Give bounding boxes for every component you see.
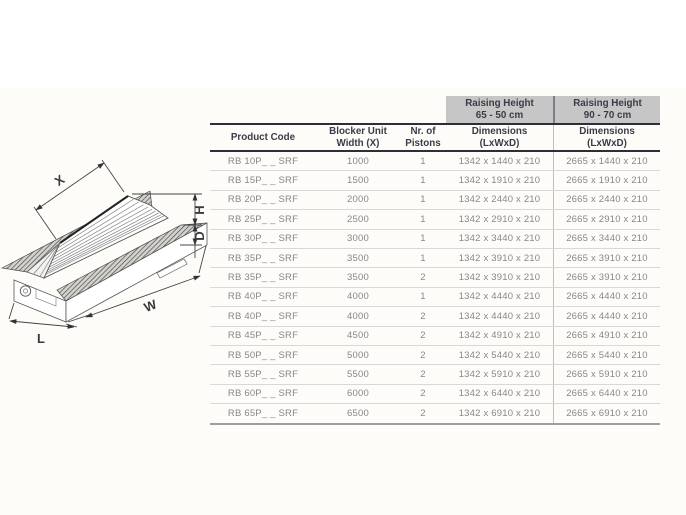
table-row	[210, 346, 660, 365]
cell-product-code: RB 55P_ _ SRF	[227, 368, 299, 380]
cell-dimensions-90-70: 2665 x 3910 x 210	[553, 268, 660, 286]
column-header-line2: Width (X)	[336, 137, 380, 149]
cell-product-code: RB 50P_ _ SRF	[227, 349, 299, 361]
table-row	[210, 210, 660, 229]
cell-pistons: 2	[420, 368, 426, 380]
cell-product-code: RB 40P_ _ SRF	[227, 291, 299, 303]
cell-product-code: RB 40P_ _ SRF	[227, 310, 299, 322]
cell-pistons: 1	[420, 155, 426, 167]
foundation-left-face	[14, 280, 66, 322]
cell-dimensions-65-50: 1342 x 5910 x 210	[458, 368, 541, 380]
cell-blocker-width: 4000	[347, 310, 369, 322]
cell-pistons: 2	[420, 330, 426, 342]
column-header-product-code	[210, 132, 316, 144]
table-row	[210, 152, 660, 171]
cell-pistons: 2	[420, 388, 426, 400]
cell-product-code: RB 65P_ _ SRF	[227, 408, 299, 420]
table-row	[210, 249, 660, 268]
cell-dimensions-65-50: 1342 x 3910 x 210	[458, 272, 541, 284]
group-header-line1: Raising Height	[465, 97, 534, 109]
cell-pistons: 1	[420, 291, 426, 303]
cell-dimensions-90-70: 2665 x 2910 x 210	[553, 210, 660, 228]
table-row	[210, 404, 660, 423]
column-header-blocker-width	[316, 126, 400, 149]
cell-pistons: 2	[420, 272, 426, 284]
cell-dimensions-90-70: 2665 x 5440 x 210	[553, 346, 660, 364]
table-row	[210, 230, 660, 249]
drawing-svg	[0, 150, 212, 352]
column-header-line1: Dimensions	[579, 126, 635, 137]
raising-height-header-row	[210, 96, 660, 123]
table-row	[210, 288, 660, 307]
cell-pistons: 2	[420, 310, 426, 322]
column-header-line1: Product Code	[230, 131, 296, 143]
table-row	[210, 365, 660, 384]
cell-dimensions-90-70: 2665 x 4440 x 210	[553, 307, 660, 325]
cell-dimensions-65-50: 1342 x 5440 x 210	[458, 349, 541, 361]
cell-blocker-width: 3500	[347, 272, 369, 284]
column-header-dimensions-90-70	[553, 125, 660, 150]
cell-dimensions-90-70: 2665 x 4440 x 210	[553, 288, 660, 306]
column-header-dimensions-65-50	[446, 126, 553, 149]
dimension-x-label: X	[51, 171, 68, 189]
cell-dimensions-65-50: 1342 x 6440 x 210	[458, 388, 541, 400]
cell-dimensions-90-70: 2665 x 6440 x 210	[553, 385, 660, 403]
cell-dimensions-65-50: 1342 x 3440 x 210	[458, 233, 541, 245]
column-header-line2: (LxWxD)	[587, 137, 627, 149]
cell-product-code: RB 35P_ _ SRF	[227, 252, 299, 264]
cell-dimensions-90-70: 2665 x 1910 x 210	[553, 171, 660, 189]
group-header-line1: Raising Height	[573, 97, 642, 109]
cell-pistons: 1	[420, 252, 426, 264]
cell-pistons: 1	[420, 194, 426, 206]
cell-pistons: 1	[420, 213, 426, 225]
table-row	[210, 268, 660, 287]
cell-product-code: RB 20P_ _ SRF	[227, 194, 299, 206]
spec-table	[210, 96, 660, 425]
cell-blocker-width: 3500	[347, 252, 369, 264]
column-header-pistons	[400, 126, 446, 149]
group-header-line2: 65 - 50 cm	[475, 109, 524, 121]
cell-product-code: RB 45P_ _ SRF	[227, 330, 299, 342]
cell-dimensions-65-50: 1342 x 6910 x 210	[458, 408, 541, 420]
cell-product-code: RB 30P_ _ SRF	[227, 233, 299, 245]
cell-product-code: RB 10P_ _ SRF	[227, 155, 299, 167]
cell-dimensions-90-70: 2665 x 4910 x 210	[553, 327, 660, 345]
cell-blocker-width: 6000	[347, 388, 369, 400]
dimension-h-label: H	[192, 205, 207, 215]
cell-blocker-width: 1500	[347, 175, 369, 187]
cell-dimensions-65-50: 1342 x 4440 x 210	[458, 291, 541, 303]
cell-product-code: RB 35P_ _ SRF	[227, 272, 299, 284]
cell-dimensions-65-50: 1342 x 4440 x 210	[458, 310, 541, 322]
cell-blocker-width: 3000	[347, 233, 369, 245]
cell-pistons: 1	[420, 175, 426, 187]
table-row	[210, 307, 660, 326]
dimension-l-label: L	[37, 331, 45, 346]
cell-dimensions-65-50: 1342 x 1440 x 210	[458, 155, 541, 167]
cell-dimensions-90-70: 2665 x 1440 x 210	[553, 152, 660, 170]
cell-product-code: RB 60P_ _ SRF	[227, 388, 299, 400]
dimension-d-label: D	[192, 231, 207, 241]
cell-blocker-width: 6500	[347, 408, 369, 420]
cell-dimensions-65-50: 1342 x 3910 x 210	[458, 252, 541, 264]
group-header-90-70	[553, 96, 660, 123]
table-row	[210, 171, 660, 190]
conduit-hole	[20, 286, 30, 296]
column-header-line1: Blocker Unit	[329, 126, 387, 137]
cell-blocker-width: 2500	[347, 213, 369, 225]
cell-pistons: 2	[420, 349, 426, 361]
cell-blocker-width: 5500	[347, 368, 369, 380]
cell-blocker-width: 2000	[347, 194, 369, 206]
cell-blocker-width: 1000	[347, 155, 369, 167]
table-body	[210, 152, 660, 425]
dimension-w-label: W	[141, 296, 159, 316]
group-header-65-50	[446, 96, 553, 123]
cell-dimensions-90-70: 2665 x 6910 x 210	[553, 404, 660, 423]
cell-blocker-width: 4500	[347, 330, 369, 342]
cell-pistons: 2	[420, 408, 426, 420]
table-row	[210, 385, 660, 404]
cell-blocker-width: 5000	[347, 349, 369, 361]
column-header-line1: Nr. of	[410, 126, 436, 137]
cell-dimensions-65-50: 1342 x 4910 x 210	[458, 330, 541, 342]
cell-dimensions-90-70: 2665 x 3440 x 210	[553, 230, 660, 248]
cell-dimensions-65-50: 1342 x 1910 x 210	[458, 175, 541, 187]
column-header-row	[210, 125, 660, 150]
table-row	[210, 191, 660, 210]
column-header-line1: Dimensions	[471, 126, 528, 137]
column-header-line2: (LxWxD)	[479, 137, 520, 149]
group-header-line2: 90 - 70 cm	[583, 109, 632, 121]
table-row	[210, 327, 660, 346]
cell-product-code: RB 15P_ _ SRF	[227, 175, 299, 187]
cell-dimensions-90-70: 2665 x 3910 x 210	[553, 249, 660, 267]
cell-dimensions-90-70: 2665 x 2440 x 210	[553, 191, 660, 209]
cell-pistons: 1	[420, 233, 426, 245]
road-blocker-drawing	[0, 150, 212, 352]
cell-dimensions-65-50: 1342 x 2440 x 210	[458, 194, 541, 206]
cell-product-code: RB 25P_ _ SRF	[227, 213, 299, 225]
column-header-line2: Pistons	[405, 137, 441, 149]
cell-blocker-width: 4000	[347, 291, 369, 303]
cell-dimensions-90-70: 2665 x 5910 x 210	[553, 365, 660, 383]
cell-dimensions-65-50: 1342 x 2910 x 210	[458, 213, 541, 225]
group-header-spacer	[210, 96, 446, 123]
